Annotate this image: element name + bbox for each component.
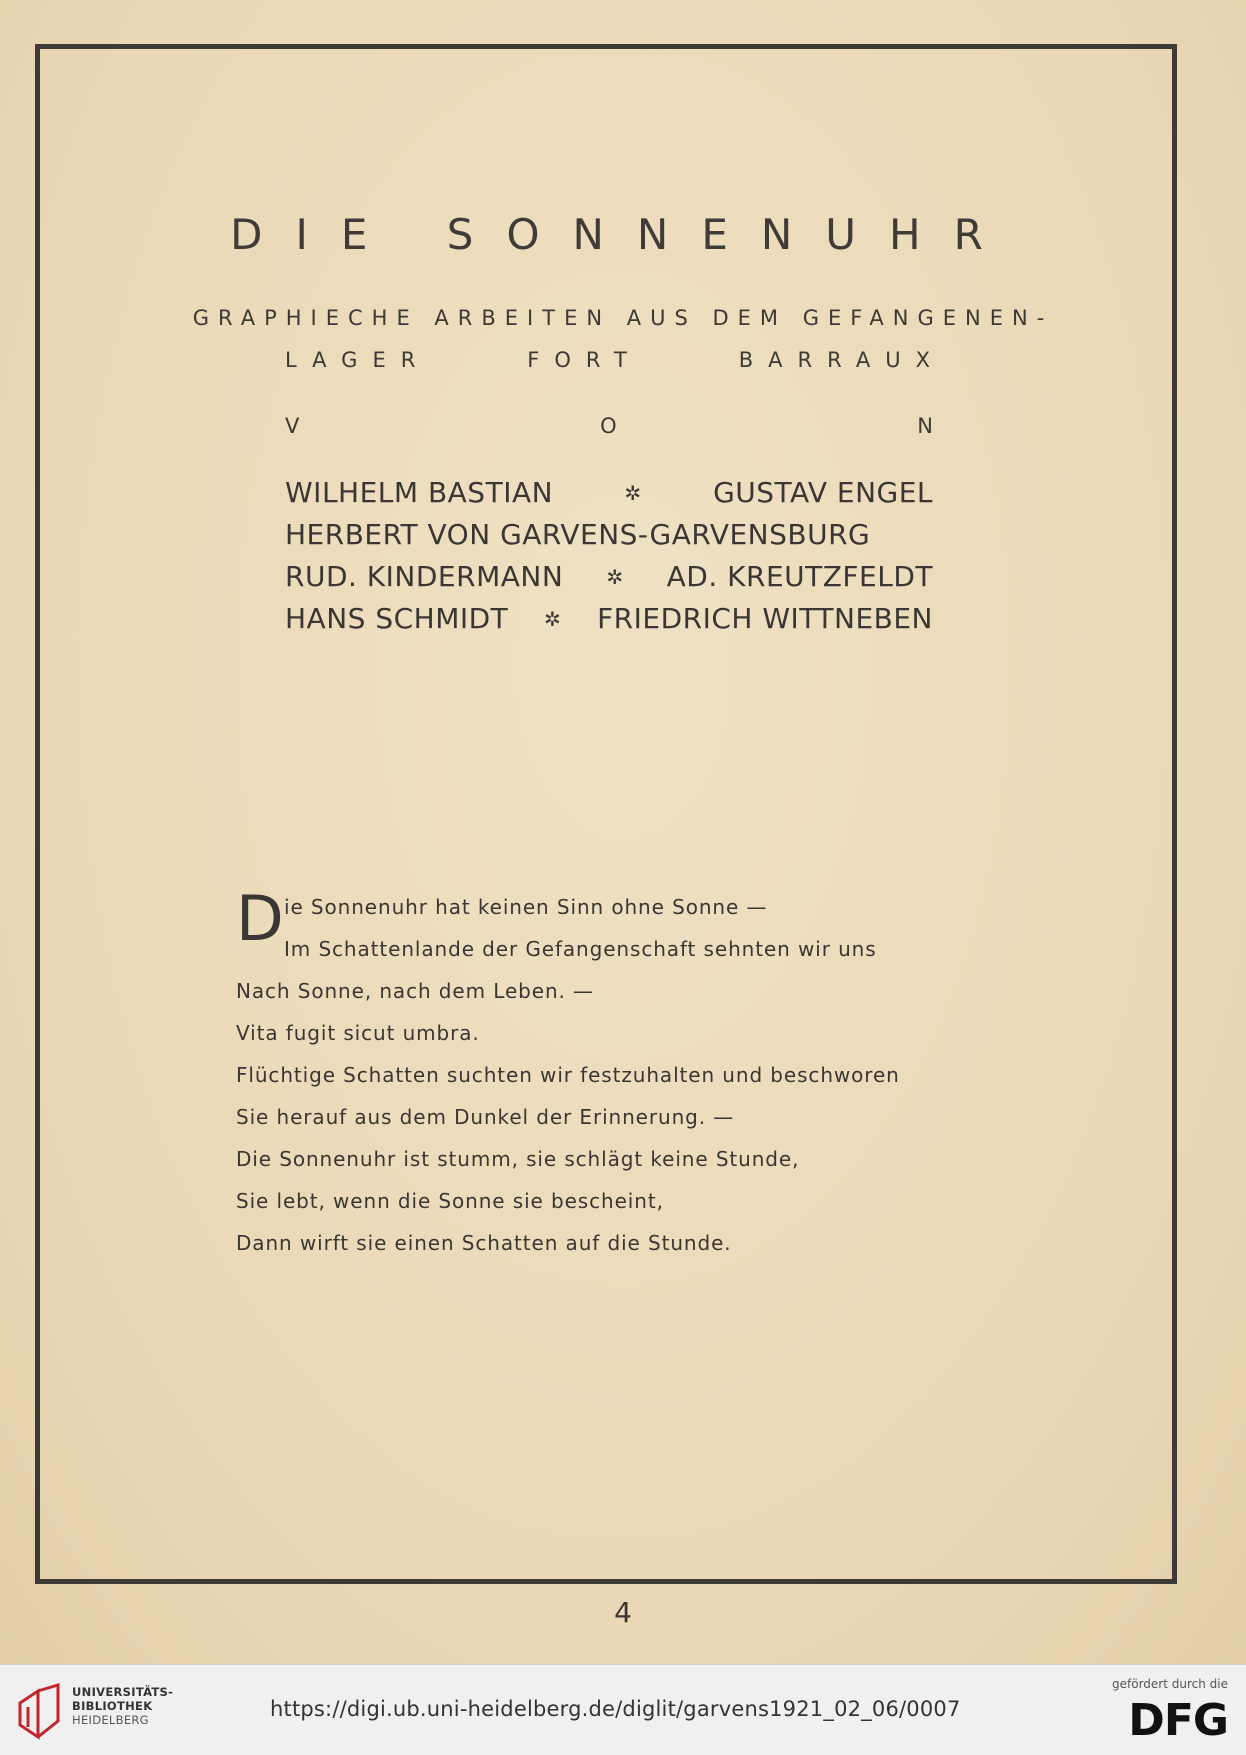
author-name: GUSTAV ENGEL [713, 476, 933, 509]
von-letter-v: V [285, 414, 300, 438]
author-name: RUD. KINDERMANN [285, 560, 564, 593]
poem-line: Flüchtige Schatten suchten wir festzuhalten und beschworen [236, 1063, 900, 1087]
subtitle-word-barraux: BARRAUX [738, 348, 945, 372]
poem-line-text: ie Sonnenuhr hat keinen Sinn ohne Sonne — [284, 895, 768, 919]
von-letter-n: N [917, 414, 933, 438]
poem-line: Sie lebt, wenn die Sonne sie bescheint, [236, 1189, 664, 1213]
author-row [285, 514, 933, 556]
poem-line: Sie herauf aus dem Dunkel der Erinnerung. — [236, 1105, 735, 1129]
von-line [285, 414, 933, 438]
poem-line: Vita fugit sicut umbra. [236, 1021, 480, 1045]
subtitle-line-1: GRAPHIECHE ARBEITEN AUS DEM GEFANGENEN- [192, 306, 1054, 330]
drop-cap: D [236, 882, 285, 955]
star-separator-icon: ✲ [544, 607, 562, 631]
author-name: HERBERT VON GARVENS-GARVENSBURG [285, 518, 871, 551]
library-name-line: HEIDELBERG [72, 1713, 149, 1727]
subtitle-word-lager: LAGER [285, 348, 431, 372]
poem-line: Im Schattenlande der Gefangenschaft sehnten wir uns [284, 937, 877, 961]
author-row [285, 598, 933, 640]
subtitle-line-2 [285, 348, 945, 372]
library-name-line: BIBLIOTHEK [72, 1699, 153, 1713]
library-name [72, 1685, 173, 1727]
author-name: FRIEDRICH WITTNEBEN [597, 602, 933, 635]
author-name: AD. KREUTZFELDT [666, 560, 933, 593]
permalink-url[interactable]: https://digi.ub.uni-heidelberg.de/diglit/garvens1921_02_06/0007 [270, 1697, 961, 1721]
author-row [285, 556, 933, 598]
funded-by-label: gefördert durch die [1112, 1677, 1228, 1691]
page-number: 4 [614, 1596, 632, 1629]
star-separator-icon: ✲ [624, 481, 642, 505]
poem-line: Die Sonnenuhr ist stumm, sie schlägt keine Stunde, [236, 1147, 800, 1171]
poem [236, 882, 900, 1264]
von-letter-o: O [600, 414, 617, 438]
page-border-frame [35, 44, 1177, 1584]
poem-line: Dann wirft sie einen Schatten auf die Stunde. [236, 1231, 732, 1255]
author-list [285, 472, 933, 640]
viewer-footer [0, 1664, 1246, 1755]
library-logo-icon[interactable] [14, 1681, 68, 1741]
subtitle-word-fort: FORT [527, 348, 642, 372]
author-name: HANS SCHMIDT [285, 602, 509, 635]
library-name-line: UNIVERSITÄTS- [72, 1685, 174, 1699]
author-row [285, 472, 933, 514]
star-separator-icon: ✲ [606, 565, 624, 589]
poem-line: Nach Sonne, nach dem Leben. — [236, 979, 594, 1003]
dfg-logo[interactable]: DFG [1128, 1695, 1228, 1746]
page-title: DIE SONNENUHR [230, 210, 1016, 259]
author-name: WILHELM BASTIAN [285, 476, 554, 509]
